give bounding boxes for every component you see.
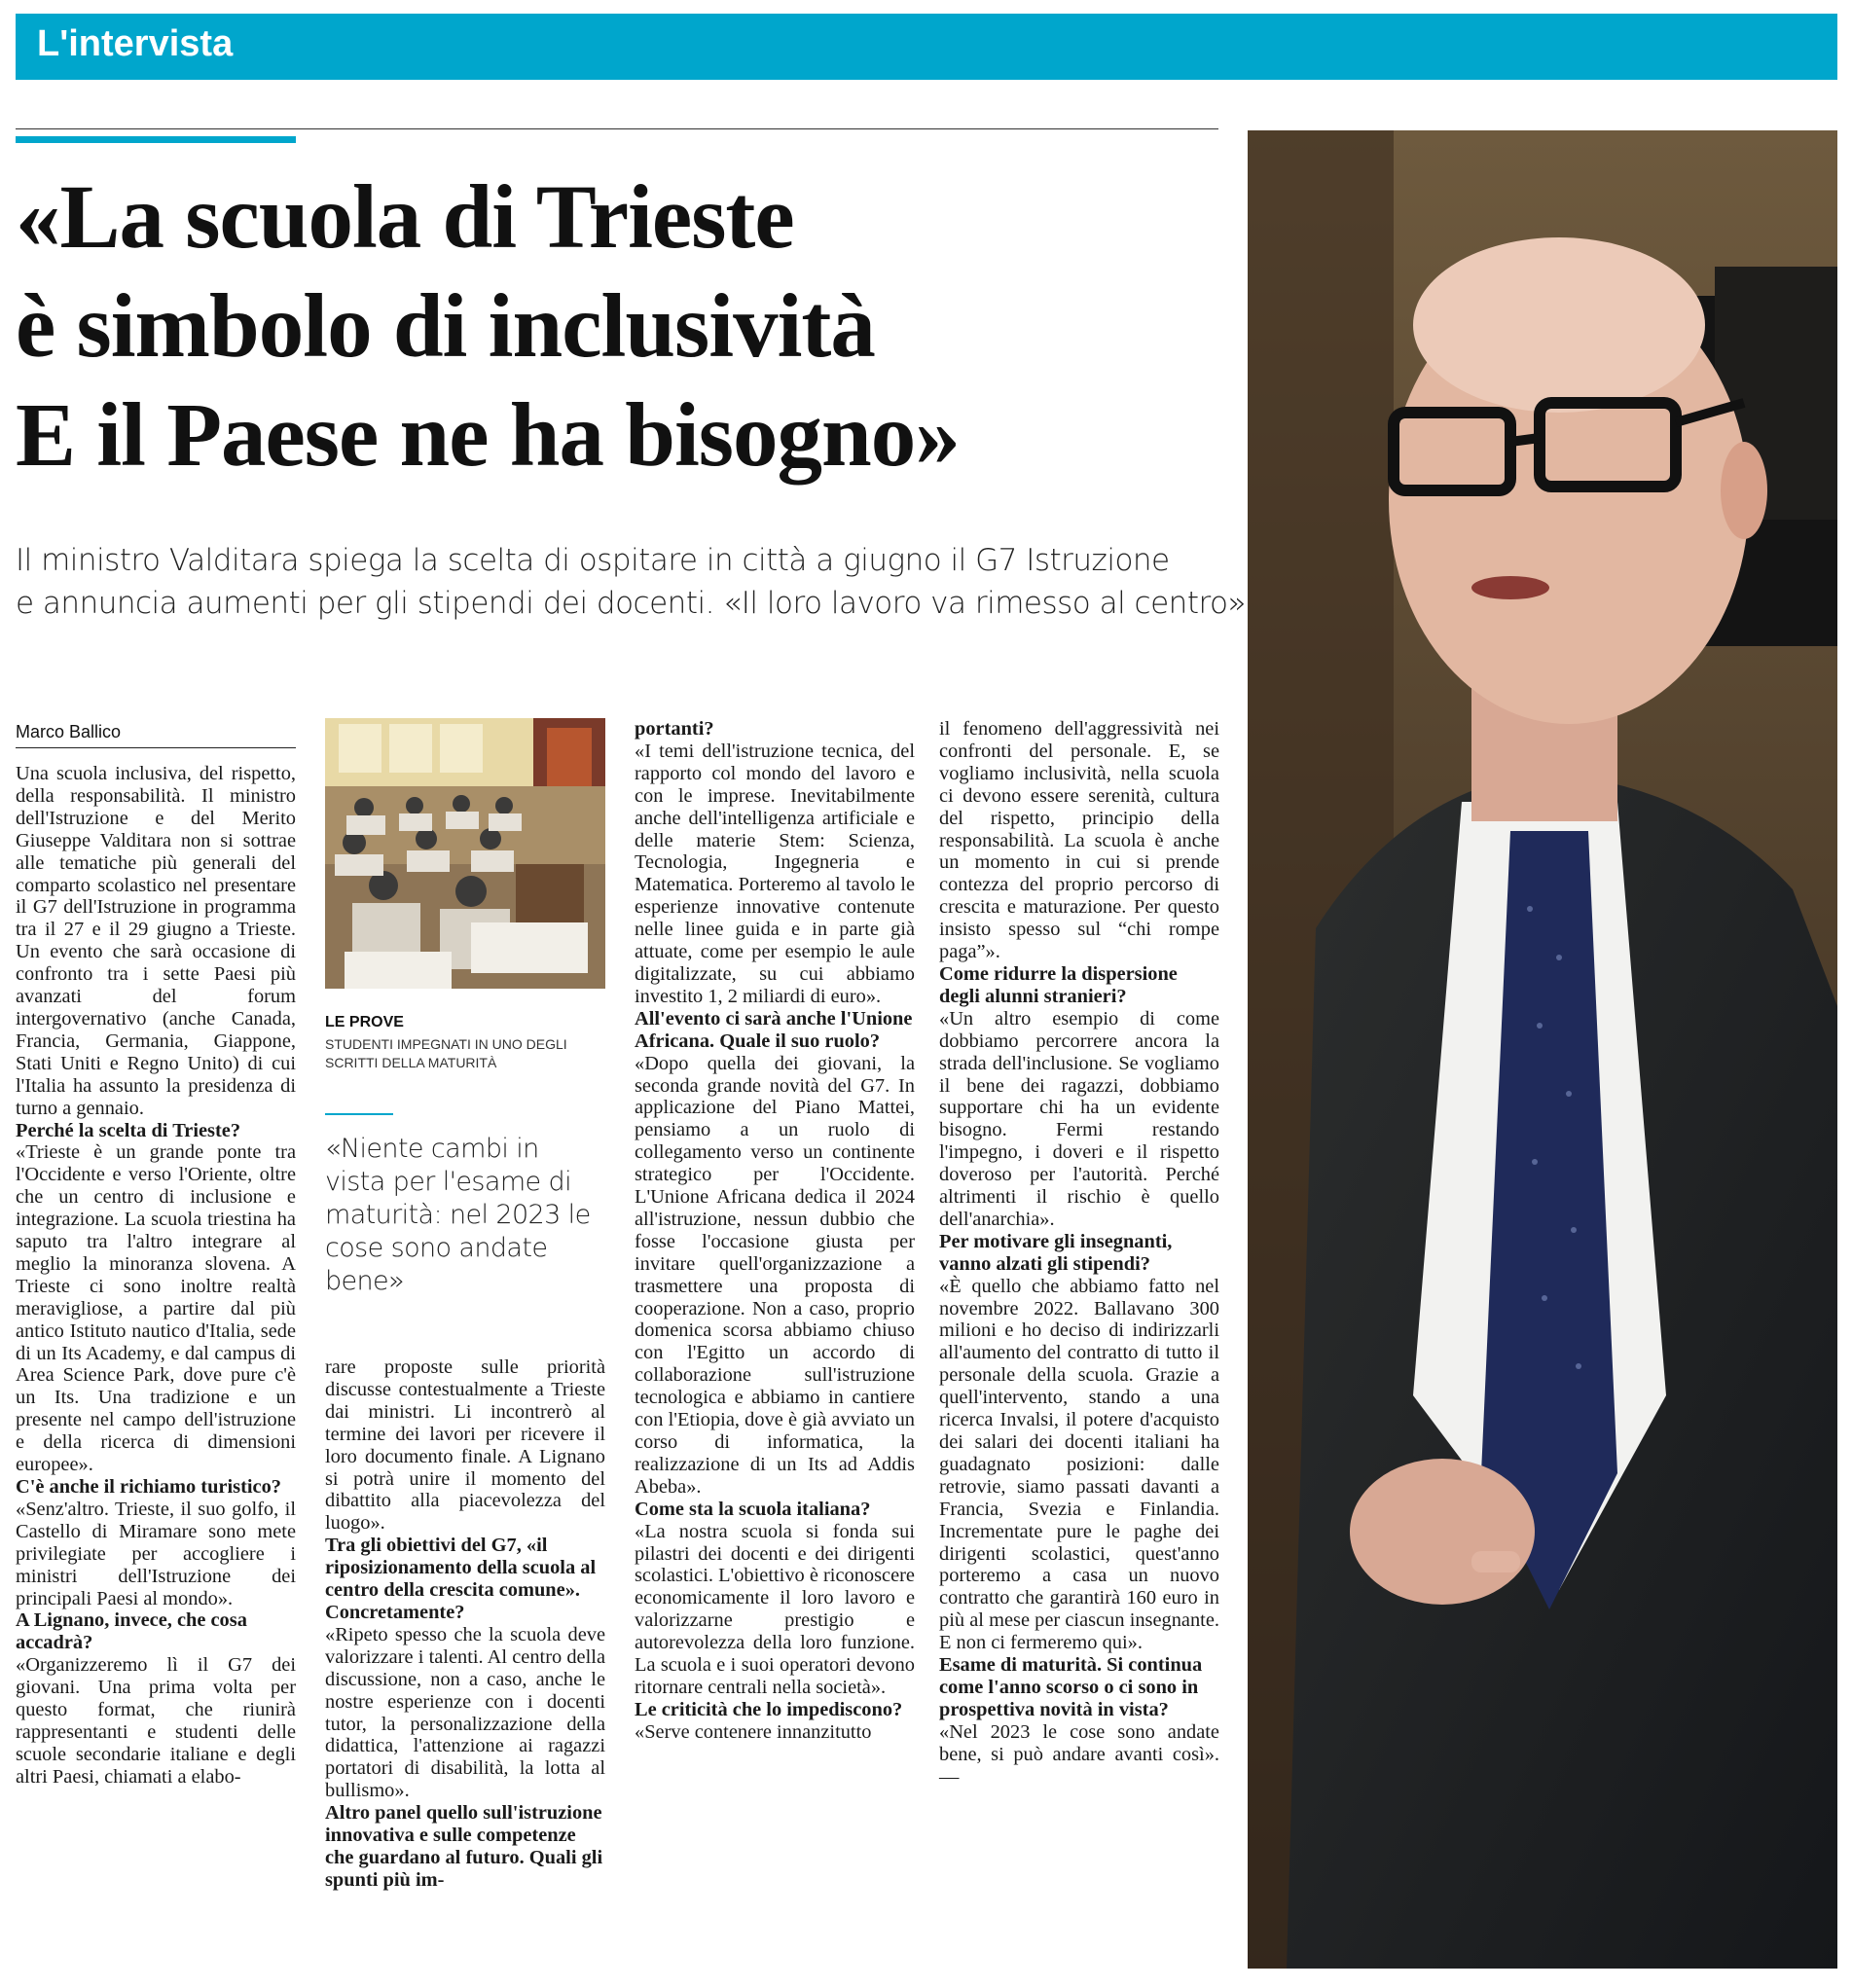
interview-question: Le criticità che lo impediscono?: [635, 1698, 903, 1720]
byline-rule: [16, 747, 296, 748]
exam-classroom-illustration: [325, 718, 605, 989]
subtitle-line: Il ministro Valditara spiega la scelta di ospitare in città a giugno il G7 Istruzione: [16, 543, 1170, 578]
interview-question: All'evento ci sarà anche l'Unione Africana. Quale il suo ruolo?: [635, 1007, 913, 1052]
interview-question: Per motivare gli insegnanti, vanno alzati gli stipendi?: [939, 1230, 1173, 1275]
subtitle: [16, 539, 1246, 625]
pull-quote-rule: [325, 1113, 393, 1115]
interview-question: A Lignano, invece, che cosa accadrà?: [16, 1609, 247, 1654]
article-paragraph: «Ripeto spesso che la scuola deve valorizzare i talenti. Al centro della discussione, non a caso, anche le nostre esperienze con i docenti tutor, la personalizzazione della didattica, l'attenzione ai ragazzi portatori di disabilità, la lotta al bullismo».: [325, 1623, 605, 1802]
article-paragraph: «Dopo quella dei giovani, la seconda grande novità del G7. In applicazione del Piano Mattei, pensiamo a un ruolo di collegamento verso un continente strategico per l'Occidente. L'Unione Africana dedica il 2024 all'istruzione, nessun dubbio che fosse l'occasione giusta per invitare quell'organizzazione a trasmettere una proposta di cooperazione. Non a caso, proprio domenica scorsa abbiamo chiuso con l'Egitto un accordo di collaborazione sull'istruzione tecnologica e abbiamo in cantiere con l'Etiopia, dove è già avviato un corso di informatica, la realizzazione di un Its ad Addis Abeba».: [635, 1052, 915, 1498]
interview-question: Come ridurre la dispersione degli alunni stranieri?: [939, 962, 1178, 1007]
subtitle-line: e annuncia aumenti per gli stipendi dei docenti. «Il loro lavoro va rimesso al centro»: [16, 586, 1246, 621]
interview-question: Tra gli obiettivi del G7, «il riposizionamento della scuola al centro della crescita comune». Concretamente?: [325, 1535, 597, 1623]
exam-classroom-photo: [325, 718, 605, 989]
article-paragraph: «Nel 2023 le cose sono andate bene, si può andare avanti così». —: [939, 1720, 1219, 1788]
article-paragraph: «Senz'altro. Trieste, il suo golfo, il Castello di Miramare sono mete privilegiate per accogliere i ministri dell'Istruzione dei principali Paesi al mondo».: [16, 1498, 296, 1609]
article-column-2: [325, 1356, 605, 1892]
article-paragraph: «La nostra scuola si fonda sui pilastri dei docenti e dei dirigenti scolastici. L'obiettivo è riconoscere economicamente il loro lavoro e valorizzarne prestigio e autorevolezza della loro funzione. La scuola e i suoi operatori devono ritornare centrali nella società».: [635, 1520, 915, 1698]
interview-question: Come sta la scuola italiana?: [635, 1498, 871, 1520]
headline-rule: [16, 128, 1218, 129]
headline-accent-bar: [16, 136, 296, 143]
pull-quote: «Niente cambi in vista per l'esame di maturità: nel 2023 le cose sono andate bene»: [325, 1134, 591, 1296]
section-header-bar: [16, 14, 1837, 80]
author-byline: Marco Ballico: [16, 722, 122, 741]
article-paragraph: «Trieste è un grande ponte tra l'Occidente e verso l'Oriente, oltre che un centro di inclusione e integrazione. La scuola triestina ha saputo tra l'altro integrare al meglio la minoranza slovena. A Trieste ci sono inoltre realtà meravigliose, a partire dal più antico Istituto nautico d'Italia, sede di un Its Academy, e dal campus di Area Science Park, dove pure c'è un Its. Una tradizione e un presente nel campo dell'istruzione e della ricerca di dimensioni europee».: [16, 1141, 296, 1476]
article-column-1: [16, 763, 296, 1789]
article-paragraph: «Un altro esempio di come dobbiamo percorrere ancora la strada dell'inclusione. Se vogliamo il bene dei ragazzi, dobbiamo supportare chi ha un evidente bisogno. Fermi restando l'impegno, i doveri e il rispetto doveroso per l'autorità. Perché altrimenti il rischio è quello dell'anarchia».: [939, 1007, 1219, 1230]
article-column-3: [635, 718, 915, 1744]
interview-question: Esame di maturità. Si continua come l'anno scorso o ci sono in prospettiva novità in vista?: [939, 1654, 1203, 1720]
article-paragraph: «Organizzeremo lì il G7 dei giovani. Una prima volta per questo format, che riunirà rappresentanti e studenti delle scuole secondarie italiane e degli altri Paesi, chiamati a elabo-: [16, 1654, 296, 1788]
interview-question: C'è anche il richiamo turistico?: [16, 1476, 281, 1498]
interview-question: Altro panel quello sull'istruzione innovativa e sulle competenze che guardano al futuro. Quali gli spunti più im-: [325, 1802, 603, 1891]
article-column-4: [939, 718, 1219, 1789]
minister-portrait-illustration: [1248, 130, 1837, 1969]
photo-caption: STUDENTI IMPEGNATI IN UNO DEGLI SCRITTI DELLA MATURITÀ: [325, 1036, 567, 1070]
article-paragraph: «Serve contenere innanzitutto: [635, 1720, 872, 1743]
headline-line: «La scuola di Trieste: [16, 167, 794, 268]
minister-portrait-photo: [1248, 130, 1837, 1969]
article-paragraph: «È quello che abbiamo fatto nel novembre 2022. Ballavano 300 milioni e ho deciso di indirizzarli all'aumento del contratto di tutto il personale della scuola. Grazie a quell'intervento, stando a una ricerca Invalsi, il potere d'acquisto dei salari dei docenti italiani ha guadagnato posizioni: dalle retrovie, siamo passati davanti a Francia, Svezia e Finlandia. Incrementate pure le paghe dei dirigenti scolastici, quest'anno porteremo a casa un nuovo contratto che garantirà 160 euro in più al mese per ciascun insegnante. E non ci fermeremo qui».: [939, 1275, 1219, 1654]
headline-line: è simbolo di inclusività: [16, 276, 875, 377]
headline-line: E il Paese ne ha bisogno»: [16, 385, 960, 486]
interview-question: portanti?: [635, 718, 714, 740]
article-paragraph: il fenomeno dell'aggressività nei confronti del personale. E, se vogliamo inclusività, nella scuola ci devono essere serenità, cultura del rispetto, principio della responsabilità. La scuola è anche un momento in cui si prende contezza del proprio percorso di crescita e maturazione. Per questo insisto spesso sul “chi rompe paga”».: [939, 718, 1219, 963]
photo-label: LE PROVE: [325, 1014, 404, 1030]
article-paragraph: «I temi dell'istruzione tecnica, del rapporto col mondo del lavoro e con le imprese. Inevitabilmente anche dell'intelligenza artificiale e delle materie Stem: Scienza, Tecnologia, Ingegneria e Matematica. Porteremo al tavolo le esperienze innovative contenute nelle linee guida e in parte già attuate, come per esempio le aule digitalizzate, su cui abbiamo investito 1, 2 miliardi di euro».: [635, 740, 915, 1007]
article-paragraph: rare proposte sulle priorità discusse contestualmente a Trieste dai ministri. Li incontrerò al termine dei lavori per ricevere il loro documento finale. A Lignano si potrà unire il momento del dibattito alla piacevolezza del luogo».: [325, 1356, 605, 1535]
article-paragraph: Una scuola inclusiva, del rispetto, della responsabilità. Il ministro dell'Istruzione e del Merito Giuseppe Valditara non si sottrae alle tematiche più generali del comparto scolastico nel presentare il G7 dell'Istruzione in programma tra il 27 e il 29 giugno a Trieste. Un evento che sarà occasione di confronto tra i sette Paesi più avanzati del forum intergovernativo (anche Canada, Francia, Germania, Giappone, Stati Uniti e Regno Unito) di cui l'Italia ha assunto la presidenza di turno a gennaio.: [16, 763, 296, 1119]
headline: [16, 163, 1218, 490]
interview-question: Perché la scelta di Trieste?: [16, 1119, 241, 1141]
section-label: L'intervista: [37, 23, 234, 64]
